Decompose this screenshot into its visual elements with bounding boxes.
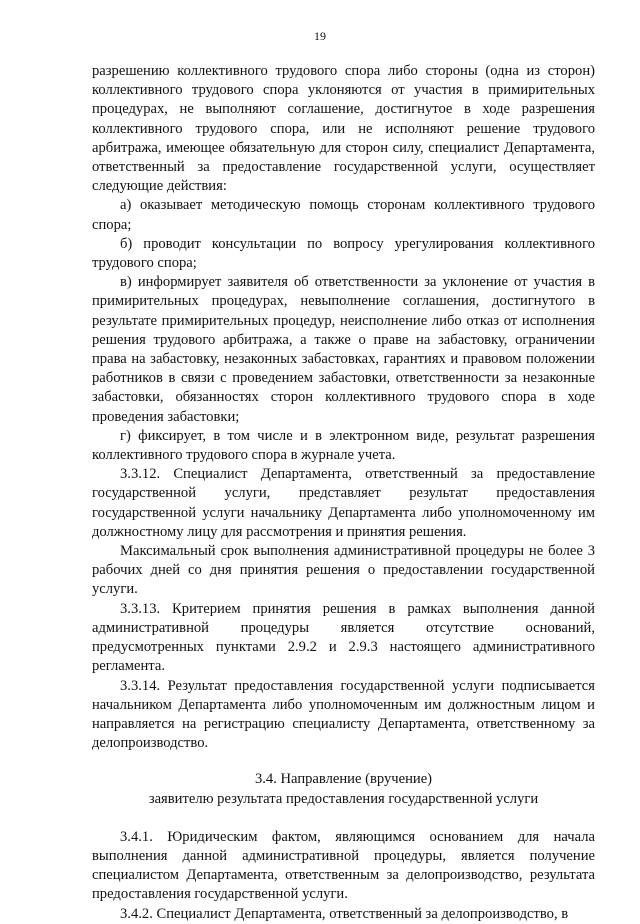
- list-item-v: в) информирует заявителя об ответственности за уклонение от участия в примирительных процедурах, невыполнение соглашения, достигнутого в результате примирительных процедур, неисполнение либо отказ от исполнения решения трудового арбитража, а также о праве на забастовку, ограничении права на забастовку, незаконных забастовках, гарантиях и правовом положении работников в связи с проведением забастовки, ответственности за незаконные забастовки, обязанностях сторон коллективного трудового спора в ходе проведения забастовки;: [92, 274, 595, 425]
- paragraph-max-term: Максимальный срок выполнения административной процедуры не более 3 рабочих дней со дня принятия решения о предоставлении государственной услуги.: [92, 543, 595, 598]
- clause-3-3-13: 3.3.13. Критерием принятия решения в рамках выполнения данной административной процедуры является отсутствие оснований, предусмотренных пунктами 2.9.2 и 2.9.3 настоящего административного регламента.: [92, 600, 595, 675]
- list-item-g: г) фиксирует, в том числе и в электронном виде, результат разрешения коллективного трудового спора в журнале учета.: [92, 427, 595, 464]
- section-heading-line-1: 3.4. Направление (вручение): [254, 771, 433, 788]
- page-number: 19: [314, 29, 326, 43]
- clause-3-3-12: 3.3.12. Специалист Департамента, ответственный за предоставление государственной услуги, представляет результат предоставления государственной услуги начальнику Департамента либо уполномоченному им должностному лицу для рассмотрения и принятия решения.: [92, 466, 595, 540]
- clause-3-3-14: 3.3.14. Результат предоставления государственной услуги подписывается начальником Департамента либо уполномоченным им должностным лицом и направляется на регистрацию специалисту Департамента, ответственному за делопроизводство.: [92, 677, 595, 752]
- paragraph-continuation: разрешению коллективного трудового спора либо стороны (одна из сторон) коллективного трудового спора уклоняются от участия в примирительных процедурах, не выполняют соглашение, достигнутое в ходе разрешения коллективного трудового спора, или не исполняют решение трудового арбитража, имеющее обязательную для сторон силу, специалист Департамента, ответственный за предоставление государственной услуги, осуществляет следующие действия:: [92, 63, 595, 195]
- document-body: [92, 62, 595, 924]
- spacer: [92, 809, 595, 828]
- list-item-b: б) проводит консультации по вопросу урегулирования коллективного трудового спора;: [92, 235, 595, 272]
- spacer: [92, 753, 595, 770]
- list-item-a: а) оказывает методическую помощь сторонам коллективного трудового спора;: [92, 197, 595, 233]
- clause-3-4-1: 3.4.1. Юридическим фактом, являющимся основанием для начала выполнения данной административной процедуры, является получение специалистом Департамента, ответственным за делопроизводство, результата предоставления государственной услуги.: [92, 828, 595, 903]
- clause-3-4-2: 3.4.2. Специалист Департамента, ответственный за делопроизводство, в: [120, 905, 569, 922]
- section-heading-line-2: заявителю результата предоставления государственной услуги: [148, 790, 539, 807]
